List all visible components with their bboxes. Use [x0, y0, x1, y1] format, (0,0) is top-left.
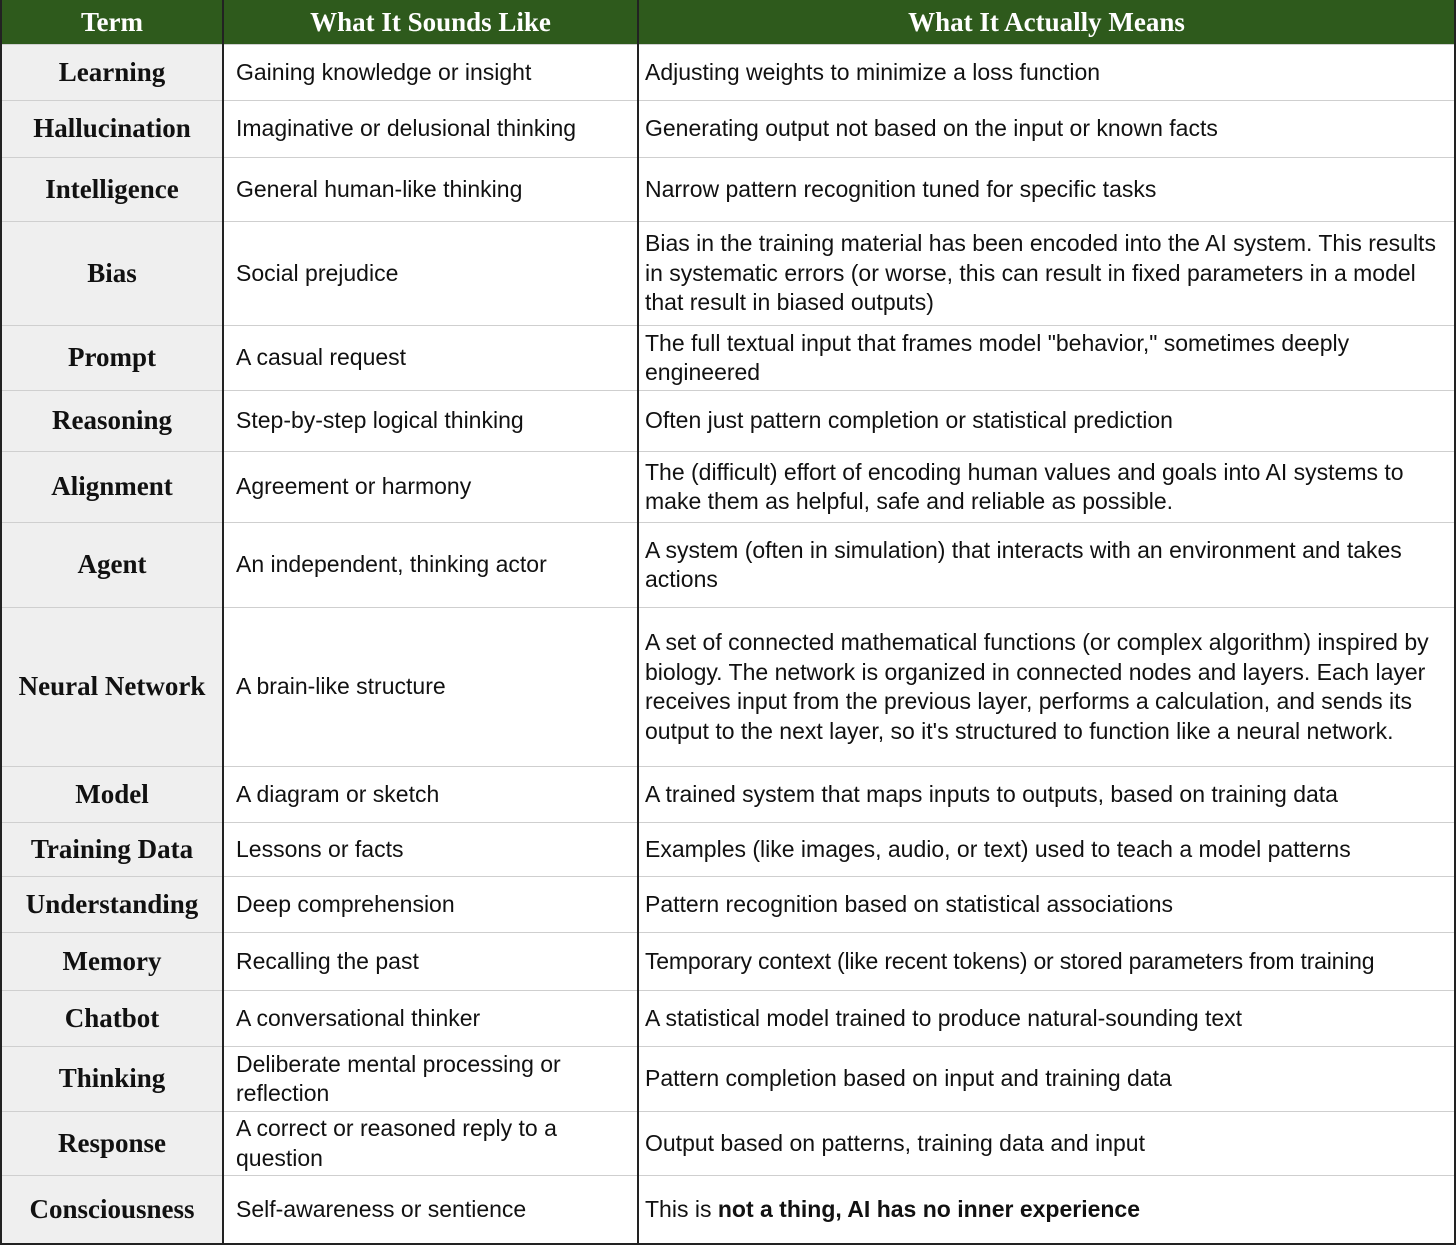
term-cell: Chatbot [1, 991, 223, 1047]
table-row [1, 933, 1455, 991]
header-term: Term [1, 0, 223, 45]
term-cell: Model [1, 767, 223, 823]
table-row [1, 222, 1455, 326]
sounds-like-cell: A conversational thinker [223, 991, 638, 1047]
header-row [1, 0, 1455, 45]
table-row [1, 45, 1455, 101]
sounds-like-cell: Gaining knowledge or insight [223, 45, 638, 101]
sounds-like-cell: Lessons or facts [223, 823, 638, 877]
term-cell: Alignment [1, 452, 223, 523]
table-row [1, 391, 1455, 452]
table-row [1, 991, 1455, 1047]
table-row [1, 523, 1455, 608]
term-cell: Agent [1, 523, 223, 608]
actually-means-cell: Pattern recognition based on statistical associations [638, 877, 1455, 933]
table-row [1, 1112, 1455, 1176]
means-prefix: This is [645, 1195, 718, 1222]
table-row [1, 1047, 1455, 1112]
sounds-like-cell: Step-by-step logical thinking [223, 391, 638, 452]
sounds-like-cell: An independent, thinking actor [223, 523, 638, 608]
header-actually-means: What It Actually Means [638, 0, 1455, 45]
table-row [1, 823, 1455, 877]
actually-means-cell: The (difficult) effort of encoding human values and goals into AI systems to make them as helpful, safe and reliable as possible. [638, 452, 1455, 523]
actually-means-cell [638, 1176, 1455, 1244]
term-cell: Response [1, 1112, 223, 1176]
term-cell: Memory [1, 933, 223, 991]
actually-means-cell: Output based on patterns, training data and input [638, 1112, 1455, 1176]
term-cell: Reasoning [1, 391, 223, 452]
term-cell: Learning [1, 45, 223, 101]
sounds-like-cell: Social prejudice [223, 222, 638, 326]
sounds-like-cell: A diagram or sketch [223, 767, 638, 823]
actually-means-cell: A system (often in simulation) that interacts with an environment and takes actions [638, 523, 1455, 608]
actually-means-cell: Generating output not based on the input or known facts [638, 101, 1455, 158]
header-sounds-like: What It Sounds Like [223, 0, 638, 45]
actually-means-cell: The full textual input that frames model "behavior," sometimes deeply engineered [638, 326, 1455, 391]
sounds-like-cell: A brain-like structure [223, 608, 638, 767]
actually-means-cell: Often just pattern completion or statistical prediction [638, 391, 1455, 452]
actually-means-cell: Pattern completion based on input and training data [638, 1047, 1455, 1112]
term-cell: Bias [1, 222, 223, 326]
term-cell: Consciousness [1, 1176, 223, 1244]
sounds-like-cell: Self-awareness or sentience [223, 1176, 638, 1244]
table-row [1, 101, 1455, 158]
actually-means-cell: Bias in the training material has been encoded into the AI system. This results in systematic errors (or worse, this can result in fixed parameters in a model that result in biased outputs) [638, 222, 1455, 326]
term-cell: Understanding [1, 877, 223, 933]
term-cell: Training Data [1, 823, 223, 877]
term-cell: Thinking [1, 1047, 223, 1112]
actually-means-cell: Adjusting weights to minimize a loss function [638, 45, 1455, 101]
table-row [1, 1176, 1455, 1244]
actually-means-cell: A set of connected mathematical functions (or complex algorithm) inspired by biology. The network is organized in connected nodes and layers. Each layer receives input from the previous layer, performs a calculation, and sends its output to the next layer, so it's structured to function like a neural network. [638, 608, 1455, 767]
table-row [1, 767, 1455, 823]
table-row [1, 326, 1455, 391]
actually-means-cell: Temporary context (like recent tokens) or stored parameters from training [638, 933, 1455, 991]
sounds-like-cell: Recalling the past [223, 933, 638, 991]
table-row [1, 452, 1455, 523]
sounds-like-cell: A correct or reasoned reply to a question [223, 1112, 638, 1176]
actually-means-cell: Narrow pattern recognition tuned for specific tasks [638, 158, 1455, 222]
term-cell: Neural Network [1, 608, 223, 767]
sounds-like-cell: General human-like thinking [223, 158, 638, 222]
sounds-like-cell: Deep comprehension [223, 877, 638, 933]
actually-means-cell: A trained system that maps inputs to outputs, based on training data [638, 767, 1455, 823]
term-cell: Hallucination [1, 101, 223, 158]
actually-means-cell: A statistical model trained to produce natural-sounding text [638, 991, 1455, 1047]
sounds-like-cell: Imaginative or delusional thinking [223, 101, 638, 158]
table-row [1, 158, 1455, 222]
table-row [1, 877, 1455, 933]
actually-means-cell: Examples (like images, audio, or text) used to teach a model patterns [638, 823, 1455, 877]
table-row [1, 608, 1455, 767]
term-cell: Intelligence [1, 158, 223, 222]
sounds-like-cell: Deliberate mental processing or reflection [223, 1047, 638, 1112]
means-bold-emphasis: not a thing, AI has no inner experience [717, 1195, 1141, 1222]
sounds-like-cell: Agreement or harmony [223, 452, 638, 523]
sounds-like-cell: A casual request [223, 326, 638, 391]
term-cell: Prompt [1, 326, 223, 391]
